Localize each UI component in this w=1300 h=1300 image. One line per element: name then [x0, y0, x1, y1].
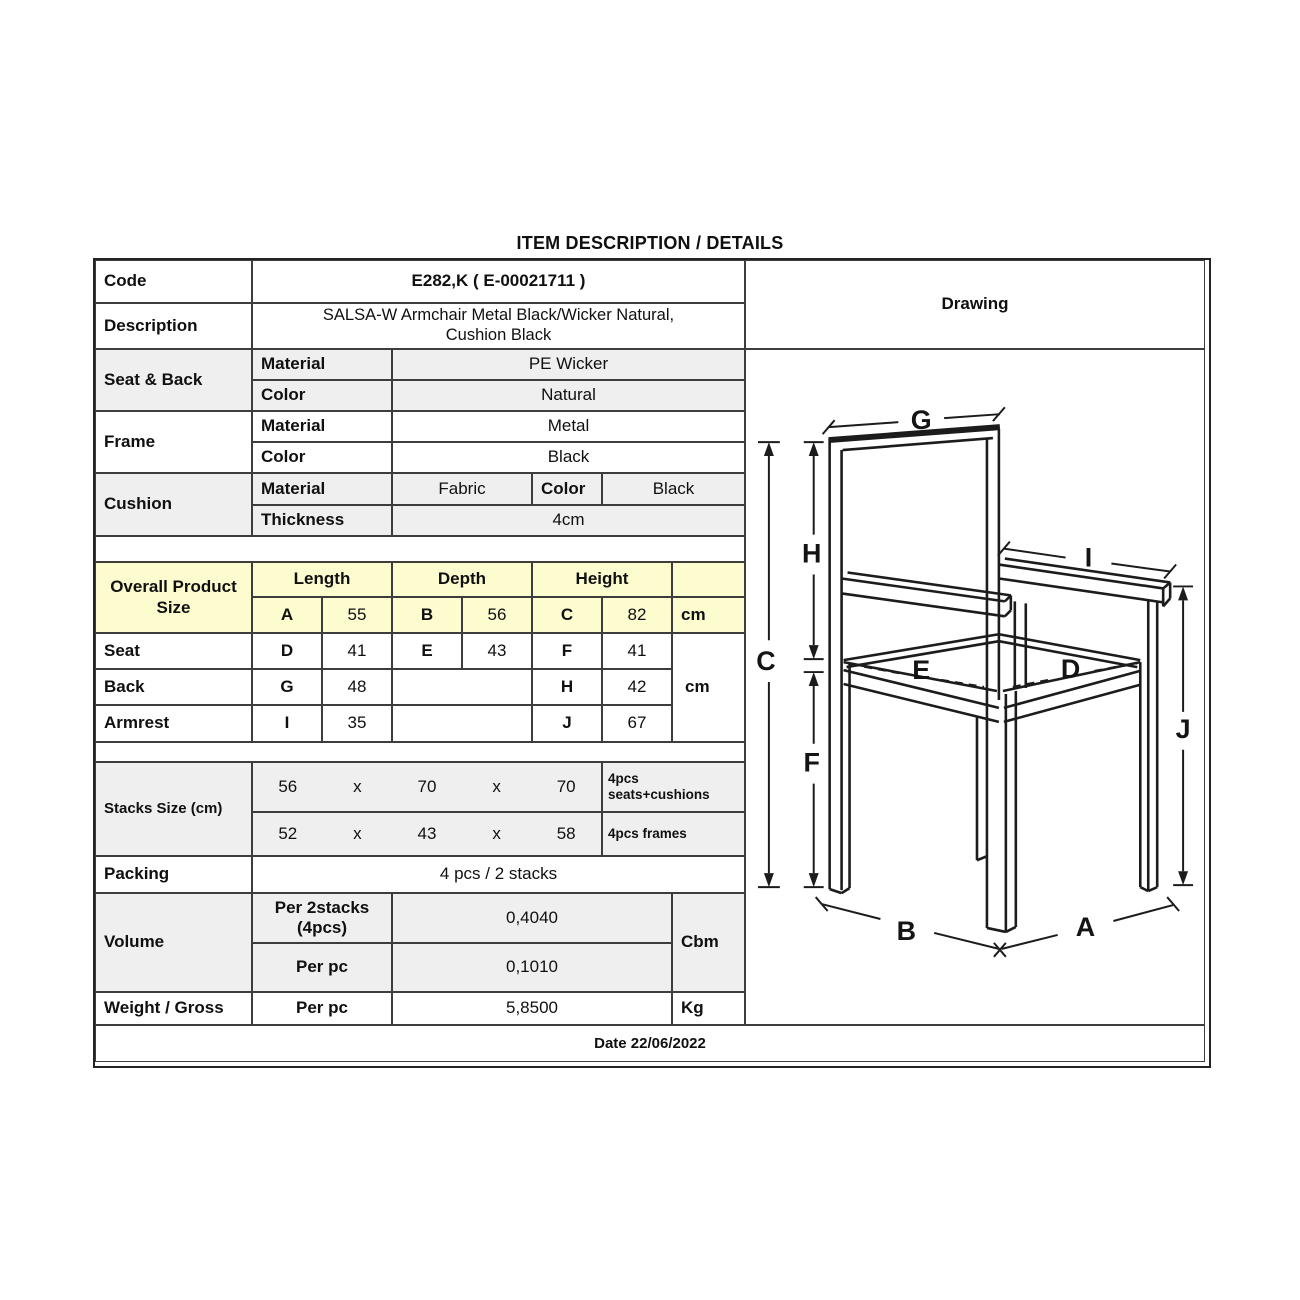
dim-code-f: F — [532, 633, 602, 669]
cushion-color-label: Color — [532, 473, 602, 505]
dim-code-j: J — [532, 705, 602, 742]
stacks-row-1-values — [252, 762, 602, 812]
seat-back-label: Seat & Back — [95, 349, 252, 411]
dim-label-h: H — [802, 538, 822, 569]
dim-code-b: B — [392, 597, 462, 633]
spacer-row-1 — [95, 536, 745, 562]
depth-header: Depth — [392, 562, 532, 597]
stacks-note-line-1: 4pcs — [608, 771, 639, 787]
dim-line-a — [1002, 935, 1058, 949]
stack2-dim2: 43 — [417, 823, 437, 843]
code-label: Code — [95, 260, 252, 303]
stacks-row-2-note: 4pcs frames — [602, 812, 745, 856]
seat-back-color-label: Color — [252, 380, 392, 411]
cushion-material-label: Material — [252, 473, 392, 505]
seat-back-color-value: Natural — [392, 380, 745, 411]
packing-value: 4 pcs / 2 stacks — [252, 856, 745, 893]
description-line-1: SALSA-W Armchair Metal Black/Wicker Natural, — [322, 306, 675, 325]
length-header: Length — [252, 562, 392, 597]
frame-material-label: Material — [252, 411, 392, 442]
description-value — [252, 303, 745, 349]
weight-unit: Kg — [672, 992, 745, 1025]
frame-color-value: Black — [392, 442, 745, 473]
volume-unit: Cbm — [672, 893, 745, 992]
description-line-2: Cushion Black — [445, 326, 552, 344]
armrest-row-blank — [392, 705, 532, 742]
dim-code-e: E — [392, 633, 462, 669]
dim-label-d: D — [1060, 654, 1081, 685]
weight-label: Weight / Gross — [95, 992, 252, 1025]
dim-line-g — [829, 422, 899, 427]
dim-label-f: F — [803, 747, 820, 778]
cushion-thickness-value: 4cm — [392, 505, 745, 536]
dim-label-i: I — [1084, 542, 1093, 573]
stack2-dim1: 52 — [278, 823, 298, 843]
stack2-dim3: 58 — [556, 823, 576, 843]
height-header: Height — [532, 562, 672, 597]
chair-drawing — [746, 350, 1204, 1024]
stack1-dim3: 70 — [556, 776, 576, 796]
seat-back-material-value: PE Wicker — [392, 349, 745, 380]
dim-value-d: 41 — [322, 633, 392, 669]
page-title: ITEM DESCRIPTION / DETAILS — [516, 233, 784, 253]
dim-label-e: E — [912, 655, 931, 686]
stacks-row-1-note — [602, 762, 745, 812]
dim-code-h: H — [532, 669, 602, 705]
dim-label-g: G — [910, 405, 932, 436]
dim-value-e: 43 — [462, 633, 532, 669]
overall-size-label: Overall Product Size — [95, 562, 252, 633]
frame-label: Frame — [95, 411, 252, 473]
dim-value-g: 48 — [322, 669, 392, 705]
unit-header-blank — [672, 562, 745, 597]
dim-value-h: 42 — [602, 669, 672, 705]
dim-value-c: 82 — [602, 597, 672, 633]
dim-code-d: D — [252, 633, 322, 669]
volume-row-2-value: 0,1010 — [392, 943, 672, 992]
stacks-row-2-values — [252, 812, 602, 856]
stack1-dim2: 70 — [417, 776, 437, 796]
volume-row-2-label: Per pc — [252, 943, 392, 992]
stack1-x1: x — [353, 776, 362, 796]
dim-code-i: I — [252, 705, 322, 742]
size-unit-merged: cm — [672, 633, 745, 742]
dim-value-a: 55 — [322, 597, 392, 633]
spacer-row-2 — [95, 742, 745, 762]
cushion-label: Cushion — [95, 473, 252, 536]
dim-value-b: 56 — [462, 597, 532, 633]
dim-code-a: A — [252, 597, 322, 633]
frame-material-value: Metal — [392, 411, 745, 442]
back-row-label: Back — [95, 669, 252, 705]
back-row-blank — [392, 669, 532, 705]
weight-value: 5,8500 — [392, 992, 672, 1025]
dim-label-c: C — [756, 646, 776, 677]
seat-back-material-label: Material — [252, 349, 392, 380]
dim-code-c: C — [532, 597, 602, 633]
dim-line-b — [822, 904, 881, 919]
dim-line-i — [1004, 549, 1066, 558]
dim-label-b: B — [896, 915, 917, 946]
code-value: E282,K ( E-00021711 ) — [252, 260, 745, 303]
stack2-x1: x — [353, 823, 362, 843]
cushion-color-value: Black — [602, 473, 745, 505]
overall-unit: cm — [672, 597, 745, 633]
frame-color-label: Color — [252, 442, 392, 473]
armrest-row-label: Armrest — [95, 705, 252, 742]
volume-row-1-label: Per 2stacks (4pcs) — [252, 893, 392, 943]
dim-value-f: 41 — [602, 633, 672, 669]
cushion-thickness-label: Thickness — [252, 505, 392, 536]
date-row: Date 22/06/2022 — [95, 1025, 1205, 1062]
weight-row-label: Per pc — [252, 992, 392, 1025]
cushion-material-value: Fabric — [392, 473, 532, 505]
stacks-note-line-2: seats+cushions — [608, 787, 710, 802]
drawing-header: Drawing — [745, 260, 1205, 349]
stacks-size-label: Stacks Size (cm) — [95, 762, 252, 856]
description-label: Description — [95, 303, 252, 349]
volume-label: Volume — [95, 893, 252, 992]
packing-label: Packing — [95, 856, 252, 893]
seat-row-label: Seat — [95, 633, 252, 669]
volume-row-1-value: 0,4040 — [392, 893, 672, 943]
dim-code-g: G — [252, 669, 322, 705]
arrowhead — [764, 442, 774, 456]
dim-label-a: A — [1075, 911, 1096, 942]
dim-value-j: 67 — [602, 705, 672, 742]
stack1-dim1: 56 — [278, 776, 298, 796]
drawing-panel — [745, 349, 1205, 1025]
dim-label-j: J — [1175, 713, 1191, 744]
stack1-x2: x — [492, 776, 501, 796]
dim-value-i: 35 — [322, 705, 392, 742]
stack2-x2: x — [492, 823, 501, 843]
